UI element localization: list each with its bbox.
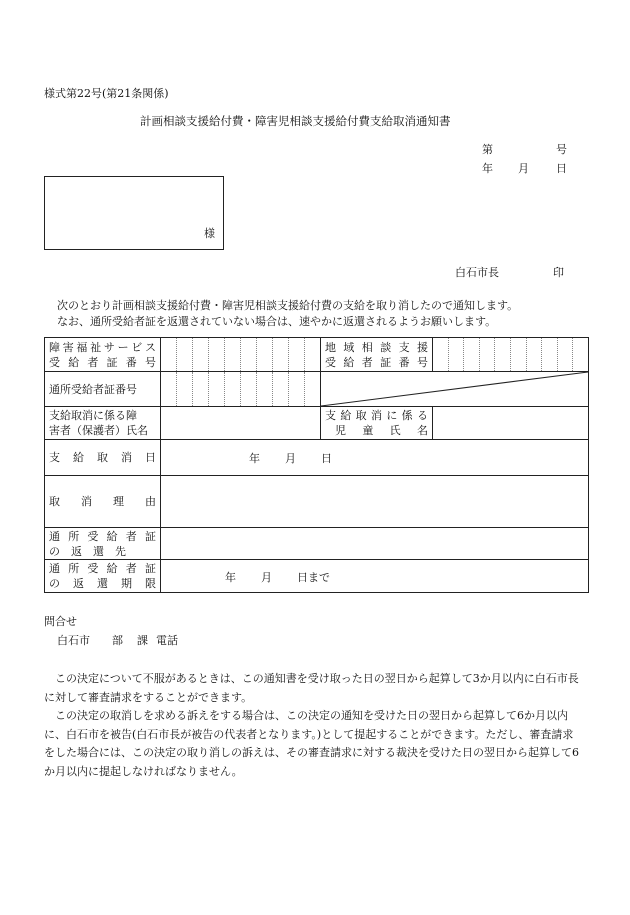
- return-deadline-label: [45, 560, 161, 593]
- label-line: 受給者証番号: [49, 355, 156, 369]
- contact-dept: 部: [112, 634, 123, 647]
- crossed-out-cell: [321, 372, 589, 407]
- seal-mark: 印: [553, 266, 564, 279]
- contact-phone: 電話: [156, 634, 178, 647]
- child-name-label: [321, 407, 433, 440]
- label-line: 害者（保護者）氏名: [49, 424, 148, 437]
- table-row: [45, 476, 589, 528]
- table-row: [45, 407, 589, 440]
- notice-paragraph-1: この決定について不服があるときは、この通知書を受け取った日の翌日から起算して3か月以内に白石市長に対して審査請求をすることができます。: [44, 672, 579, 704]
- table-row: [45, 528, 589, 560]
- cancel-date-label: 支給取消日: [45, 440, 161, 476]
- table-row: [45, 338, 589, 372]
- doc-number-suffix: 号: [556, 143, 567, 156]
- cancel-reason-label: 取消理由: [45, 476, 161, 528]
- issue-date-month: 月: [518, 162, 529, 175]
- adult-name-label: [45, 407, 161, 440]
- table-row: [45, 560, 589, 593]
- addressee-honorific: 様: [204, 227, 215, 240]
- diagonal-strike: [321, 372, 588, 406]
- table-row: [45, 372, 589, 407]
- deadline-year: 年: [225, 571, 236, 584]
- label-line: 地域相談支援: [325, 340, 428, 354]
- label-line: 支給取消に係る障: [49, 409, 137, 422]
- label-line: の返還期限: [49, 577, 156, 590]
- return-deadline-field[interactable]: [161, 560, 589, 593]
- intro-line-1: 次のとおり計画相談支援給付費・障害児相談支援給付費の支給を取り消したので通知します。: [57, 299, 519, 312]
- label-line: 通所受給者証: [49, 529, 156, 543]
- label-line: 通所受給者証: [49, 562, 156, 575]
- regional-cert-number-label: [321, 338, 433, 372]
- day-service-cert-number-field[interactable]: [161, 372, 321, 407]
- cancellation-detail-table: [44, 337, 589, 593]
- intro-line-2: なお、通所受給者証を返還されていない場合は、速やかに返還されるようお願いします。: [57, 315, 497, 328]
- contact-city: 白石市: [57, 634, 90, 647]
- appeal-notice: [44, 670, 580, 781]
- label-line: 児童氏名: [335, 424, 428, 437]
- issue-date-year: 年: [482, 162, 493, 175]
- cancel-date-field[interactable]: [161, 440, 589, 476]
- label-line: 障害福祉サービス: [49, 340, 156, 354]
- addressee-box[interactable]: [44, 176, 224, 250]
- label-line: 受給者証番号: [325, 355, 428, 369]
- notice-paragraph-2: この決定の取消しを求める訴えをする場合は、この決定の通知を受けた日の翌日から起算して6か月以内に、白石市を被告(白石市長が被告の代表者となります。)として提起することができます。ただし、審査請求をした場合には、この決定の取り消しの訴えは、その審査請求に対する裁決を受けた日の翌日から起算して6か月以内に提起しなければなりません。: [44, 709, 579, 778]
- contact-section: 課: [137, 634, 148, 647]
- contact-heading: 問合せ: [44, 615, 77, 628]
- issuer-name: 白石市長: [455, 266, 499, 279]
- document-title: 計画相談支援給付費・障害児相談支援給付費支給取消通知書: [140, 114, 451, 128]
- cancel-date-day: 日: [321, 452, 332, 465]
- cancel-date-year: 年: [249, 452, 260, 465]
- day-service-cert-number-label: 通所受給者証番号: [45, 372, 161, 407]
- table-row: [45, 440, 589, 476]
- label-line: 支給取消に係る: [325, 409, 428, 422]
- form-number-label: 様式第22号(第21条関係): [44, 87, 169, 100]
- deadline-until: 日まで: [297, 571, 330, 584]
- issue-date-day: 日: [556, 162, 567, 175]
- cancel-date-month: 月: [285, 452, 296, 465]
- service-cert-number-field[interactable]: [161, 338, 321, 372]
- deadline-month: 月: [261, 571, 272, 584]
- child-name-field[interactable]: [433, 407, 589, 440]
- contact-line: [57, 632, 178, 648]
- return-destination-field[interactable]: [161, 528, 589, 560]
- regional-cert-number-field[interactable]: [433, 338, 589, 372]
- cancel-reason-field[interactable]: [161, 476, 589, 528]
- service-cert-number-label: [45, 338, 161, 372]
- doc-number-prefix: 第: [482, 143, 493, 156]
- label-line: の返還先: [49, 544, 126, 558]
- return-destination-label: [45, 528, 161, 560]
- adult-name-field[interactable]: [161, 407, 321, 440]
